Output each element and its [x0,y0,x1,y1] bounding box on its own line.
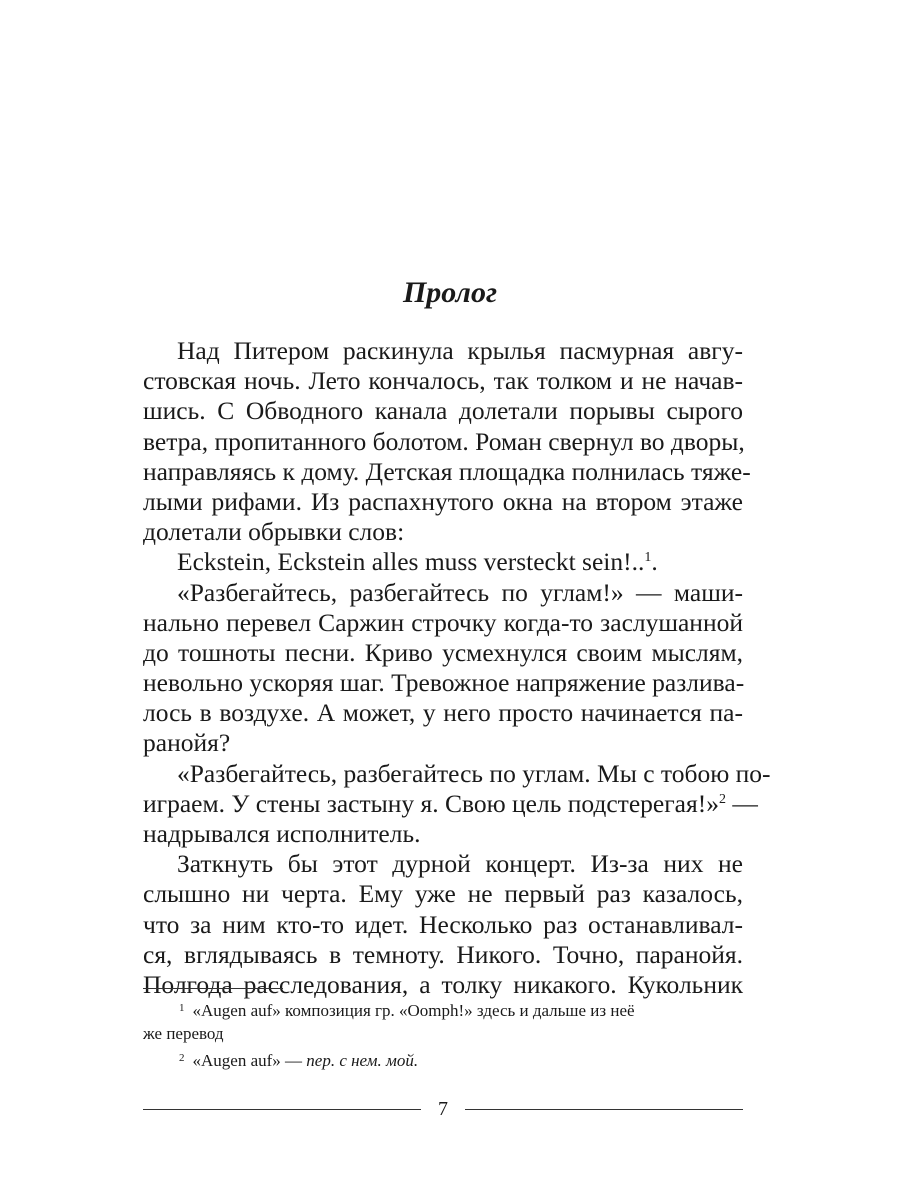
text-line: ся, вглядываясь в темноту. Никого. Точно, паранойя. [143,939,743,969]
text-line: Над Питером раскинула крылья пасмурная авгу- [177,336,743,365]
text-line: лось в воздухе. А может, у него просто начинается па- [143,698,743,728]
footnote-1-continued: же перевод [143,1024,224,1043]
text-line: ранойя? [143,728,231,758]
text-line: невольно ускоряя шаг. Тревожное напряжение разлива- [143,668,745,698]
footnote-text: «Augen auf» композиция гр. «Oomph!» здесь и дальше из неё [192,1001,635,1020]
body-text [143,336,771,1000]
text-line: до тошноты песни. Криво усмехнулся своим мыслям, [143,637,743,667]
text-line: стовская ночь. Лето кончалось, так толком и не начав- [143,366,743,396]
punctuation: . [651,547,658,577]
footnote-number: 1 [179,1002,185,1014]
footnote-2 [143,1046,743,1071]
text-line: шись. С Обводного канала долетали порывы сырого [143,396,743,426]
footnote-ref-2[interactable]: 2 [718,791,726,807]
footnote-1 [143,996,743,1021]
footnote-ref-1[interactable]: 1 [644,550,652,566]
text-line: Заткнуть бы этот дурной концерт. Из-за них не [177,849,743,879]
footnote-text: «Augen auf» — [192,1051,307,1070]
footnote-text-italic: пер. с нем. мой. [306,1051,419,1070]
text-line: что за ним кто-то идет. Несколько раз останавливал- [143,909,743,939]
text-line [143,547,743,577]
chapter-title: Пролог [402,276,498,309]
footnote-divider [143,988,283,989]
page-footer [143,1098,743,1122]
text-line: лыми рифами. Из распахнутого окна на втором этаже [143,486,743,516]
quoted-lyric: Eckstein, Eckstein alles muss versteckt sein!.. [177,547,645,577]
text-line [143,788,758,819]
footer-rule-right [465,1109,743,1110]
text-line: направляясь к дому. Детская площадка полнилась тяже- [143,456,751,486]
text-line: надрывался исполнитель. [143,819,421,848]
text-line: «Разбегайтесь, разбегайтесь по углам. Мы с тобою по- [177,758,771,788]
text-span: — [725,788,758,818]
footnote-number: 2 [179,1052,185,1064]
text-line: «Разбегайтесь, разбегайтесь по углам!» — маши- [177,577,743,607]
text-line: ветра, пропитанного болотом. Роман свернул во дворы, [143,426,745,456]
footnotes [143,996,743,1071]
page-number: 7 [438,1098,448,1120]
text-line: долетали обрывки слов: [143,517,405,547]
text-line: Полгода расследования, а толку никакого. Кукольник [143,969,743,999]
text-line: слышно ни черта. Ему уже не первый раз казалось, [143,879,743,909]
text-span: играем. У стены застыну я. Свою цель подстерегая!» [143,788,719,818]
text-line: нально перевел Саржин строчку когда-то заслушанной [143,607,743,637]
